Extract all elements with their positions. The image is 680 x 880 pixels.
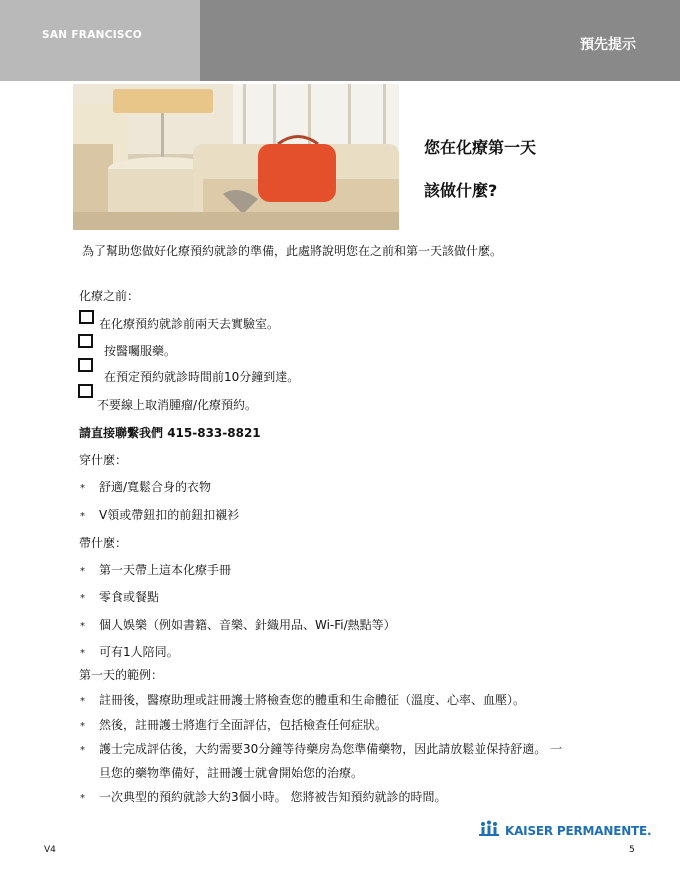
bring-item: 零食或餐點 (99, 590, 160, 604)
before-item-arrive: 在預定預約就診時間前10分鐘到達。 (104, 370, 300, 384)
page-title-line2: 該做什麼? (424, 181, 498, 200)
before-heading: 化療之前： (79, 289, 140, 303)
bullet-star: * (80, 696, 85, 707)
footer-page-number: 5 (629, 845, 635, 855)
example-heading: 第一天的範例： (79, 668, 164, 682)
bullet-star: * (80, 648, 85, 659)
checkbox-arrive[interactable] (78, 358, 93, 372)
bullet-star: * (80, 566, 85, 577)
contact-phone: 415-833-8821 (167, 426, 261, 440)
bullet-star: * (80, 483, 85, 494)
example-item: 護士完成評估後，大約需要30分鐘等待藥房為您準備藥物，因此請放鬆並保持舒適。 一 (99, 742, 563, 756)
bullet-star: * (80, 745, 85, 756)
bullet-star: * (80, 621, 85, 632)
checkbox-meds[interactable] (78, 334, 93, 348)
wear-heading: 穿什麼： (79, 453, 128, 467)
bring-item: 可有1人陪同。 (99, 645, 179, 659)
kaiser-logo-text: KAISER PERMANENTE. (505, 824, 652, 838)
bring-item: 個人娛樂（例如書籍、音樂、針織用品、Wi-Fi/熱點等） (99, 618, 396, 632)
footer-version: V4 (44, 845, 56, 855)
bullet-star: * (80, 511, 85, 522)
bring-heading: 帶什麼： (79, 536, 128, 550)
before-item-meds: 按醫囑服藥。 (104, 344, 177, 358)
checkbox-no-cancel[interactable] (78, 384, 93, 398)
checkbox-labs[interactable] (79, 310, 94, 324)
example-item-continued: 旦您的藥物準備好，註冊護士就會開始您的治療。 (99, 766, 364, 780)
example-item: 一次典型的預約就診大約3個小時。 您將被告知預約就診的時間。 (99, 790, 447, 804)
header-tag: 預先提示 (580, 37, 636, 53)
bullet-star: * (80, 593, 85, 604)
contact-line (79, 426, 261, 441)
bullet-star: * (80, 721, 85, 732)
example-item: 然後，註冊護士將進行全面評估，包括檢查任何症狀。 (99, 718, 388, 732)
before-item-labs: 在化療預約就診前兩天去實驗室。 (99, 317, 280, 331)
intro-text: 為了幫助您做好化療預約就診的準備，此處將說明您在之前和第一天該做什麼。 (82, 244, 503, 258)
bring-item: 第一天帶上這本化療手冊 (99, 563, 232, 577)
header-city: SAN FRANCISCO (42, 29, 143, 41)
wear-item: V領或帶鈕扣的前鈕扣襯衫 (99, 508, 240, 522)
before-item-no-cancel: 不要線上取消腫瘤/化療預約。 (97, 398, 258, 412)
wear-item: 舒適/寬鬆合身的衣物 (99, 480, 212, 494)
contact-label: 請直接聯繫我們 (79, 426, 164, 440)
lounge-photo (73, 84, 399, 230)
example-item: 註冊後，醫療助理或註冊護士將檢查您的體重和生命體征（溫度、心率、血壓）。 (99, 693, 526, 707)
page-title-line1: 您在化療第一天 (424, 138, 537, 157)
bullet-star: * (80, 793, 85, 804)
